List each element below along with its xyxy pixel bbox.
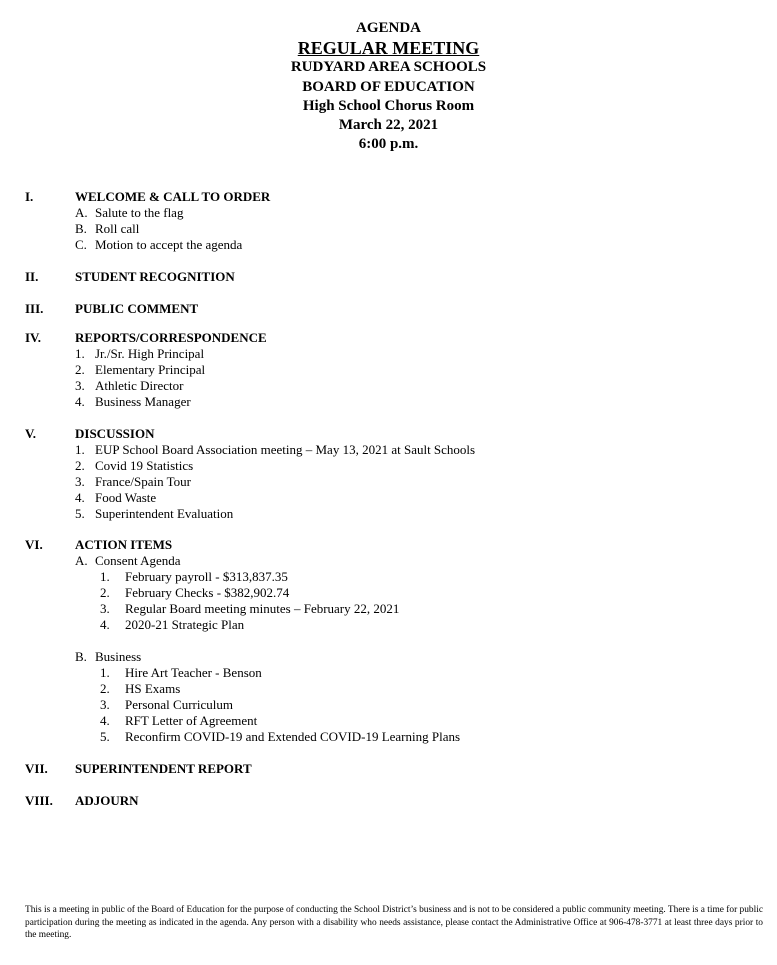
section-number: IV. (25, 330, 42, 345)
section-number: VIII. (25, 793, 53, 808)
meeting-time: 6:00 p.m. (358, 136, 419, 153)
district-name: RUDYARD AREA SCHOOLS (290, 59, 487, 76)
section-title: REPORTS/CORRESPONDENCE (75, 330, 267, 345)
meeting-date: March 22, 2021 (338, 117, 439, 134)
section-title: ACTION ITEMS (75, 537, 173, 552)
agenda-label: AGENDA (355, 20, 421, 36)
section-number: III. (25, 301, 44, 316)
section-number: VII. (25, 761, 48, 776)
meeting-location: High School Chorus Room (302, 97, 475, 114)
section-title: STUDENT RECOGNITION (75, 269, 235, 284)
section-title: DISCUSSION (75, 426, 155, 441)
agenda-header (0, 19, 777, 155)
section-number: VI. (25, 537, 43, 552)
section-title: WELCOME & CALL TO ORDER (75, 189, 271, 204)
section-title: ADJOURN (75, 793, 139, 808)
public-meeting-notice: This is a meeting in public of the Board of Education for the purpose of conducting the School District’s business and is not to be considered a public community meeting. There is a time for public participation during the meeting as indicated in the agenda. Any person with a disability who needs assistance, please contact the Administrative Office at 906-478-3771 at least three days prior to the meeting. (25, 905, 763, 940)
board-name: BOARD OF EDUCATION (302, 78, 475, 95)
meeting-type: REGULAR MEETING (297, 38, 480, 59)
section-number: I. (25, 189, 34, 204)
section-title: SUPERINTENDENT REPORT (75, 761, 252, 776)
section-number: V. (25, 426, 36, 441)
section-number: II. (25, 269, 39, 284)
section-title: PUBLIC COMMENT (75, 301, 199, 316)
